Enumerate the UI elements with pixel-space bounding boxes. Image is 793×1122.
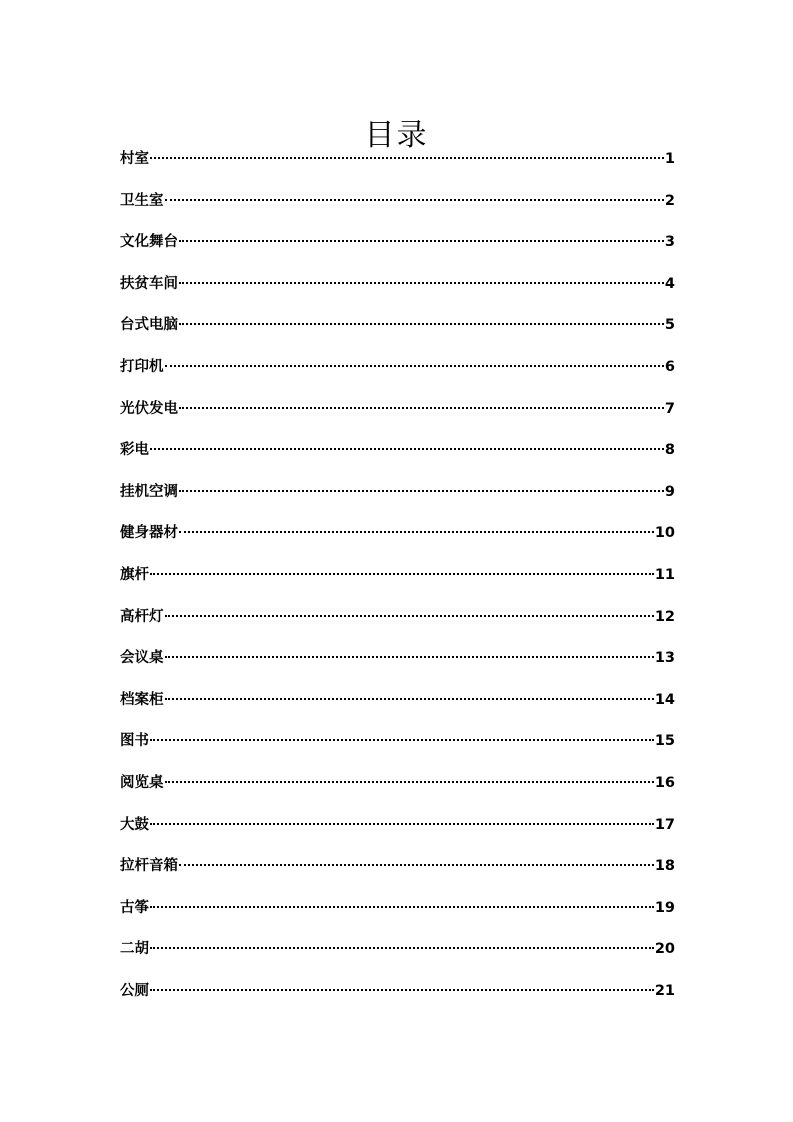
table-of-contents [120,146,675,1019]
toc-entry-page: 4 [664,275,675,292]
toc-entry-page: 15 [654,733,675,750]
toc-entry-page: 12 [654,608,675,625]
toc-entry[interactable] [120,437,675,479]
toc-entry-page: 16 [654,774,675,791]
toc-entry-label: 阅览桌 [120,774,164,791]
toc-entry-page: 3 [664,234,675,251]
toc-entry[interactable] [120,312,675,354]
toc-entry-page: 7 [664,400,675,417]
toc-entry-label: 公厕 [120,982,149,999]
toc-entry[interactable] [120,479,675,521]
toc-leader-dots [165,656,654,658]
toc-entry-page: 6 [664,358,675,375]
toc-entry-label: 扶贫车间 [120,275,178,292]
toc-entry-label: 村室 [120,151,149,167]
toc-entry-page: 13 [654,650,675,667]
toc-entry-page: 21 [654,982,675,999]
toc-entry-label: 古筝 [120,899,149,916]
toc-entry-page: 14 [654,691,675,708]
toc-entry[interactable] [120,645,675,687]
toc-entry-page: 2 [664,192,675,209]
toc-entry-page: 1 [664,151,675,167]
toc-entry[interactable] [120,728,675,770]
toc-entry-label: 二胡 [120,941,149,958]
toc-entry-label: 文化舞台 [120,234,178,251]
toc-entry[interactable] [120,271,675,313]
toc-entry-page: 20 [654,941,675,958]
toc-entry-label: 彩电 [120,442,149,459]
toc-leader-dots [150,906,654,908]
toc-entry-page: 10 [654,525,675,542]
toc-leader-dots [179,531,654,533]
toc-entry[interactable] [120,895,675,937]
toc-entry[interactable] [120,978,675,1020]
toc-entry[interactable] [120,354,675,396]
toc-entry-page: 11 [654,566,675,583]
toc-entry[interactable] [120,936,675,978]
toc-entry-page: 18 [654,858,675,875]
toc-entry-page: 9 [664,483,675,500]
toc-leader-dots [179,282,664,284]
toc-entry-page: 19 [654,899,675,916]
toc-entry[interactable] [120,396,675,438]
toc-entry[interactable] [120,229,675,271]
toc-entry-label: 打印机 [120,358,164,375]
toc-entry-label: 拉杆音箱 [120,858,178,875]
toc-entry[interactable] [120,770,675,812]
toc-leader-dots [150,448,664,450]
toc-entry[interactable] [120,812,675,854]
toc-leader-dots [179,407,664,409]
toc-entry-label: 会议桌 [120,650,164,667]
toc-leader-dots [165,199,664,201]
toc-entry[interactable] [120,188,675,230]
toc-leader-dots [150,947,654,949]
toc-entry-label: 旗杆 [120,566,149,583]
toc-entry-label: 大鼓 [120,816,149,833]
toc-leader-dots [179,323,664,325]
toc-entry-label: 高杆灯 [120,608,164,625]
toc-entry[interactable] [120,520,675,562]
toc-entry-label: 健身器材 [120,525,178,542]
toc-leader-dots [150,573,654,575]
toc-leader-dots [165,698,654,700]
toc-entry-label: 图书 [120,733,149,750]
toc-leader-dots [150,157,664,159]
toc-entry[interactable] [120,687,675,729]
toc-entry-page: 5 [664,317,675,334]
toc-entry-label: 档案柜 [120,691,164,708]
toc-entry[interactable] [120,853,675,895]
toc-leader-dots [179,240,664,242]
toc-entry-label: 光伏发电 [120,400,178,417]
toc-leader-dots [179,864,654,866]
toc-entry-label: 挂机空调 [120,483,178,500]
toc-entry-label: 卫生室 [120,192,164,209]
toc-leader-dots [150,989,654,991]
toc-entry-label: 台式电脑 [120,317,178,334]
toc-entry[interactable] [120,146,675,188]
toc-leader-dots [150,823,654,825]
toc-entry-page: 17 [654,816,675,833]
toc-leader-dots [165,615,654,617]
toc-leader-dots [150,739,654,741]
toc-leader-dots [179,490,664,492]
toc-title: 目录 [364,118,429,154]
toc-entry[interactable] [120,604,675,646]
toc-entry[interactable] [120,562,675,604]
toc-entry-page: 8 [664,442,675,459]
toc-leader-dots [165,365,664,367]
toc-leader-dots [165,781,654,783]
